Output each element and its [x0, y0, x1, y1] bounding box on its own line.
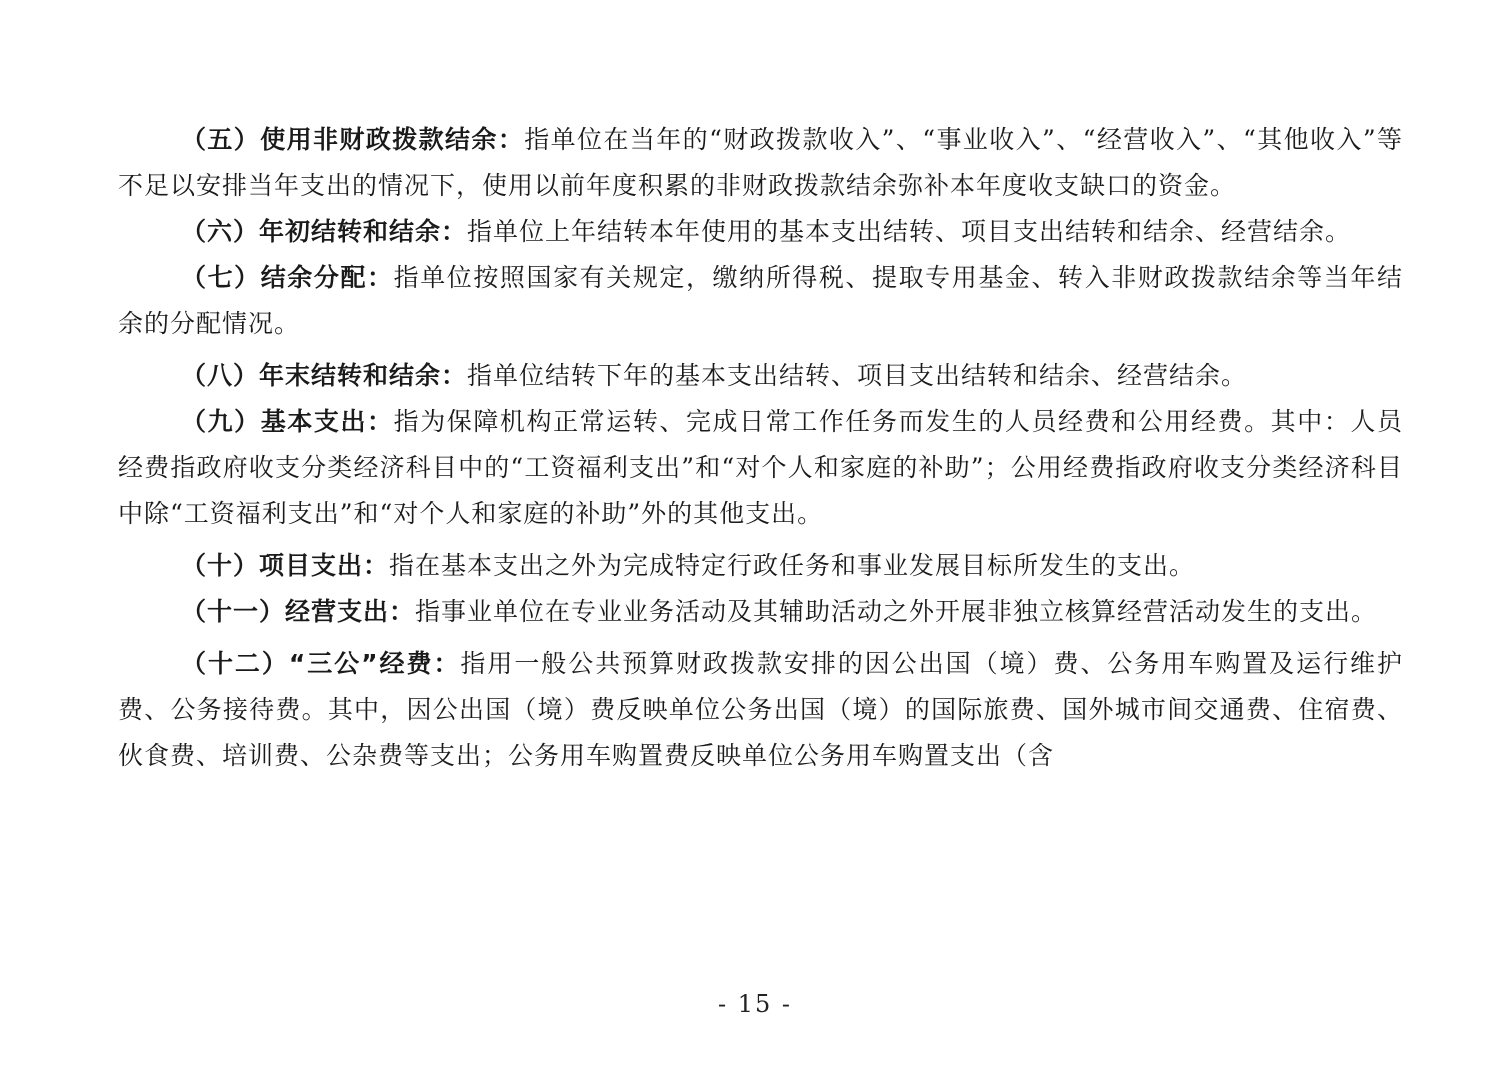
paragraph-text: 指单位结转下年的基本支出结转、项目支出结转和结余、经营结余。	[467, 361, 1248, 390]
document-body	[118, 117, 1403, 779]
paragraph-6	[118, 209, 1403, 255]
paragraph-text: 指用一般公共预算财政拨款安排的因公出国（境）费、公务用车购置及运行维护费、公务接待费。其中，因公出国（境）费反映单位公务出国（境）的国际旅费、国外城市间交通费、住宿费、伙食费、培训费、公杂费等支出；公务用车购置费反映单位公务用车购置支出（含	[118, 649, 1403, 770]
paragraph-heading: （六）年初结转和结余：	[181, 217, 468, 246]
paragraph-12	[118, 641, 1403, 779]
paragraph-heading: （五）使用非财政拨款结余：	[181, 125, 525, 154]
paragraph-text: 指单位按照国家有关规定，缴纳所得税、提取专用基金、转入非财政拨款结余等当年结余的分配情况。	[118, 263, 1403, 338]
paragraph-text: 指在基本支出之外为完成特定行政任务和事业发展目标所发生的支出。	[389, 551, 1196, 580]
paragraph-heading: （八）年末结转和结余：	[181, 361, 468, 390]
paragraph-text: 指为保障机构正常运转、完成日常工作任务而发生的人员经费和公用经费。其中：人员经费指政府收支分类经济科目中的“工资福利支出”和“对个人和家庭的补助”；公用经费指政府收支分类经济科目中除“工资福利支出”和“对个人和家庭的补助”外的其他支出。	[118, 407, 1403, 528]
page-number: - 15 -	[717, 990, 792, 1018]
paragraph-heading: （七）结余分配：	[181, 263, 394, 292]
paragraph-text: 指单位上年结转本年使用的基本支出结转、项目支出结转和结余、经营结余。	[467, 217, 1352, 246]
paragraph-9	[118, 399, 1403, 537]
paragraph-heading: （十）项目支出：	[181, 551, 390, 580]
paragraph-5	[118, 117, 1403, 209]
paragraph-heading: （十一）经营支出：	[181, 597, 416, 626]
paragraph-8	[118, 353, 1403, 399]
paragraph-text: 指事业单位在专业业务活动及其辅助活动之外开展非独立核算经营活动发生的支出。	[415, 597, 1378, 626]
paragraph-7	[118, 255, 1403, 347]
paragraph-heading: （十二）“三公”经费：	[181, 649, 461, 678]
paragraph-11	[118, 589, 1403, 635]
paragraph-10	[118, 543, 1403, 589]
paragraph-text: 指单位在当年的“财政拨款收入”、“事业收入”、“经营收入”、“其他收入”等不足以安排当年支出的情况下，使用以前年度积累的非财政拨款结余弥补本年度收支缺口的资金。	[118, 125, 1403, 200]
paragraph-heading: （九）基本支出：	[181, 407, 394, 436]
